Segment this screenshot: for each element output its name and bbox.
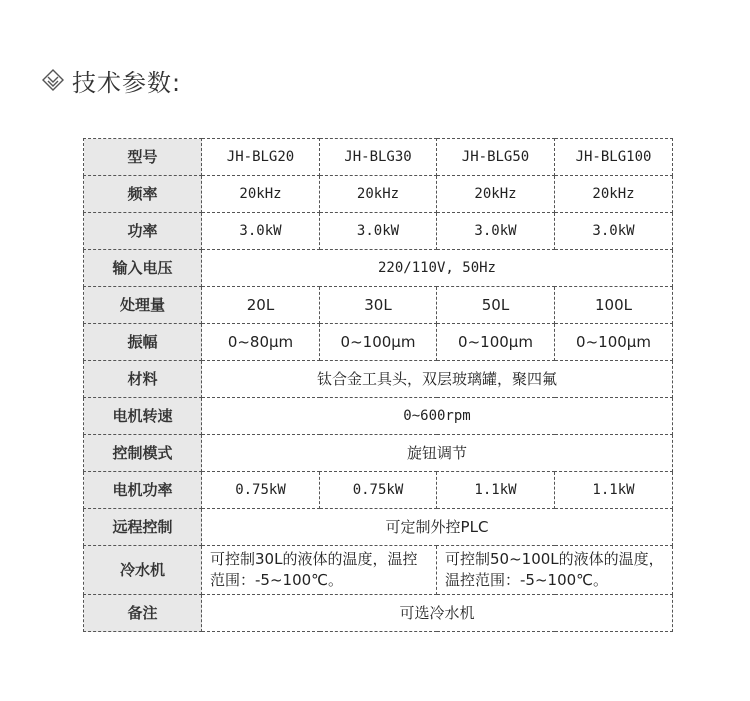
- row-remote-control: [84, 509, 673, 546]
- cell: 20kHz: [202, 176, 320, 213]
- cell: 0.75kW: [320, 472, 437, 509]
- cell: 0~100μm: [320, 324, 437, 361]
- row-label: 电机功率: [84, 472, 202, 509]
- cell: 0.75kW: [202, 472, 320, 509]
- cell: 0~100μm: [437, 324, 555, 361]
- cell: 100L: [555, 287, 673, 324]
- row-label: 冷水机: [84, 546, 202, 595]
- cell: JH-BLG100: [555, 139, 673, 176]
- paired-cell: 可控制50~100L的液体的温度，温控范围：-5~100℃。: [437, 546, 673, 595]
- row-model: [84, 139, 673, 176]
- row-label: 远程控制: [84, 509, 202, 546]
- row-label: 振幅: [84, 324, 202, 361]
- cell: 0~100μm: [555, 324, 673, 361]
- row-label: 处理量: [84, 287, 202, 324]
- row-label: 控制模式: [84, 435, 202, 472]
- cell: JH-BLG30: [320, 139, 437, 176]
- spec-table: [83, 138, 673, 632]
- section-title: 技术参数:: [72, 68, 182, 97]
- cell: 20kHz: [437, 176, 555, 213]
- merged-cell: 可选冷水机: [202, 595, 673, 632]
- cell: 1.1kW: [555, 472, 673, 509]
- row-remarks: [84, 595, 673, 632]
- row-material: [84, 361, 673, 398]
- row-label: 型号: [84, 139, 202, 176]
- section-heading: [40, 62, 181, 98]
- row-control-mode: [84, 435, 673, 472]
- cell: 20kHz: [320, 176, 437, 213]
- row-label: 频率: [84, 176, 202, 213]
- merged-cell: 旋钮调节: [202, 435, 673, 472]
- row-chiller: [84, 546, 673, 595]
- row-amplitude: [84, 324, 673, 361]
- merged-cell: 钛合金工具头，双层玻璃罐，聚四氟: [202, 361, 673, 398]
- row-label: 备注: [84, 595, 202, 632]
- row-label: 材料: [84, 361, 202, 398]
- merged-cell: 220/110V, 50Hz: [202, 250, 673, 287]
- cell: 50L: [437, 287, 555, 324]
- row-capacity: [84, 287, 673, 324]
- cell: 20kHz: [555, 176, 673, 213]
- row-label: 输入电压: [84, 250, 202, 287]
- cell: 3.0kW: [437, 213, 555, 250]
- paired-cell: 可控制30L的液体的温度，温控范围：-5~100℃。: [202, 546, 437, 595]
- cell: 30L: [320, 287, 437, 324]
- row-power: [84, 213, 673, 250]
- cell: 20L: [202, 287, 320, 324]
- merged-cell: 可定制外控PLC: [202, 509, 673, 546]
- cell: JH-BLG50: [437, 139, 555, 176]
- row-motor-power: [84, 472, 673, 509]
- row-label: 功率: [84, 213, 202, 250]
- cell: 1.1kW: [437, 472, 555, 509]
- cell: 3.0kW: [202, 213, 320, 250]
- cell: 3.0kW: [320, 213, 437, 250]
- cell: JH-BLG20: [202, 139, 320, 176]
- diamond-icon: [40, 67, 66, 93]
- cell: 0~80μm: [202, 324, 320, 361]
- row-frequency: [84, 176, 673, 213]
- merged-cell: 0~600rpm: [202, 398, 673, 435]
- row-input-voltage: [84, 250, 673, 287]
- cell: 3.0kW: [555, 213, 673, 250]
- row-motor-speed: [84, 398, 673, 435]
- row-label: 电机转速: [84, 398, 202, 435]
